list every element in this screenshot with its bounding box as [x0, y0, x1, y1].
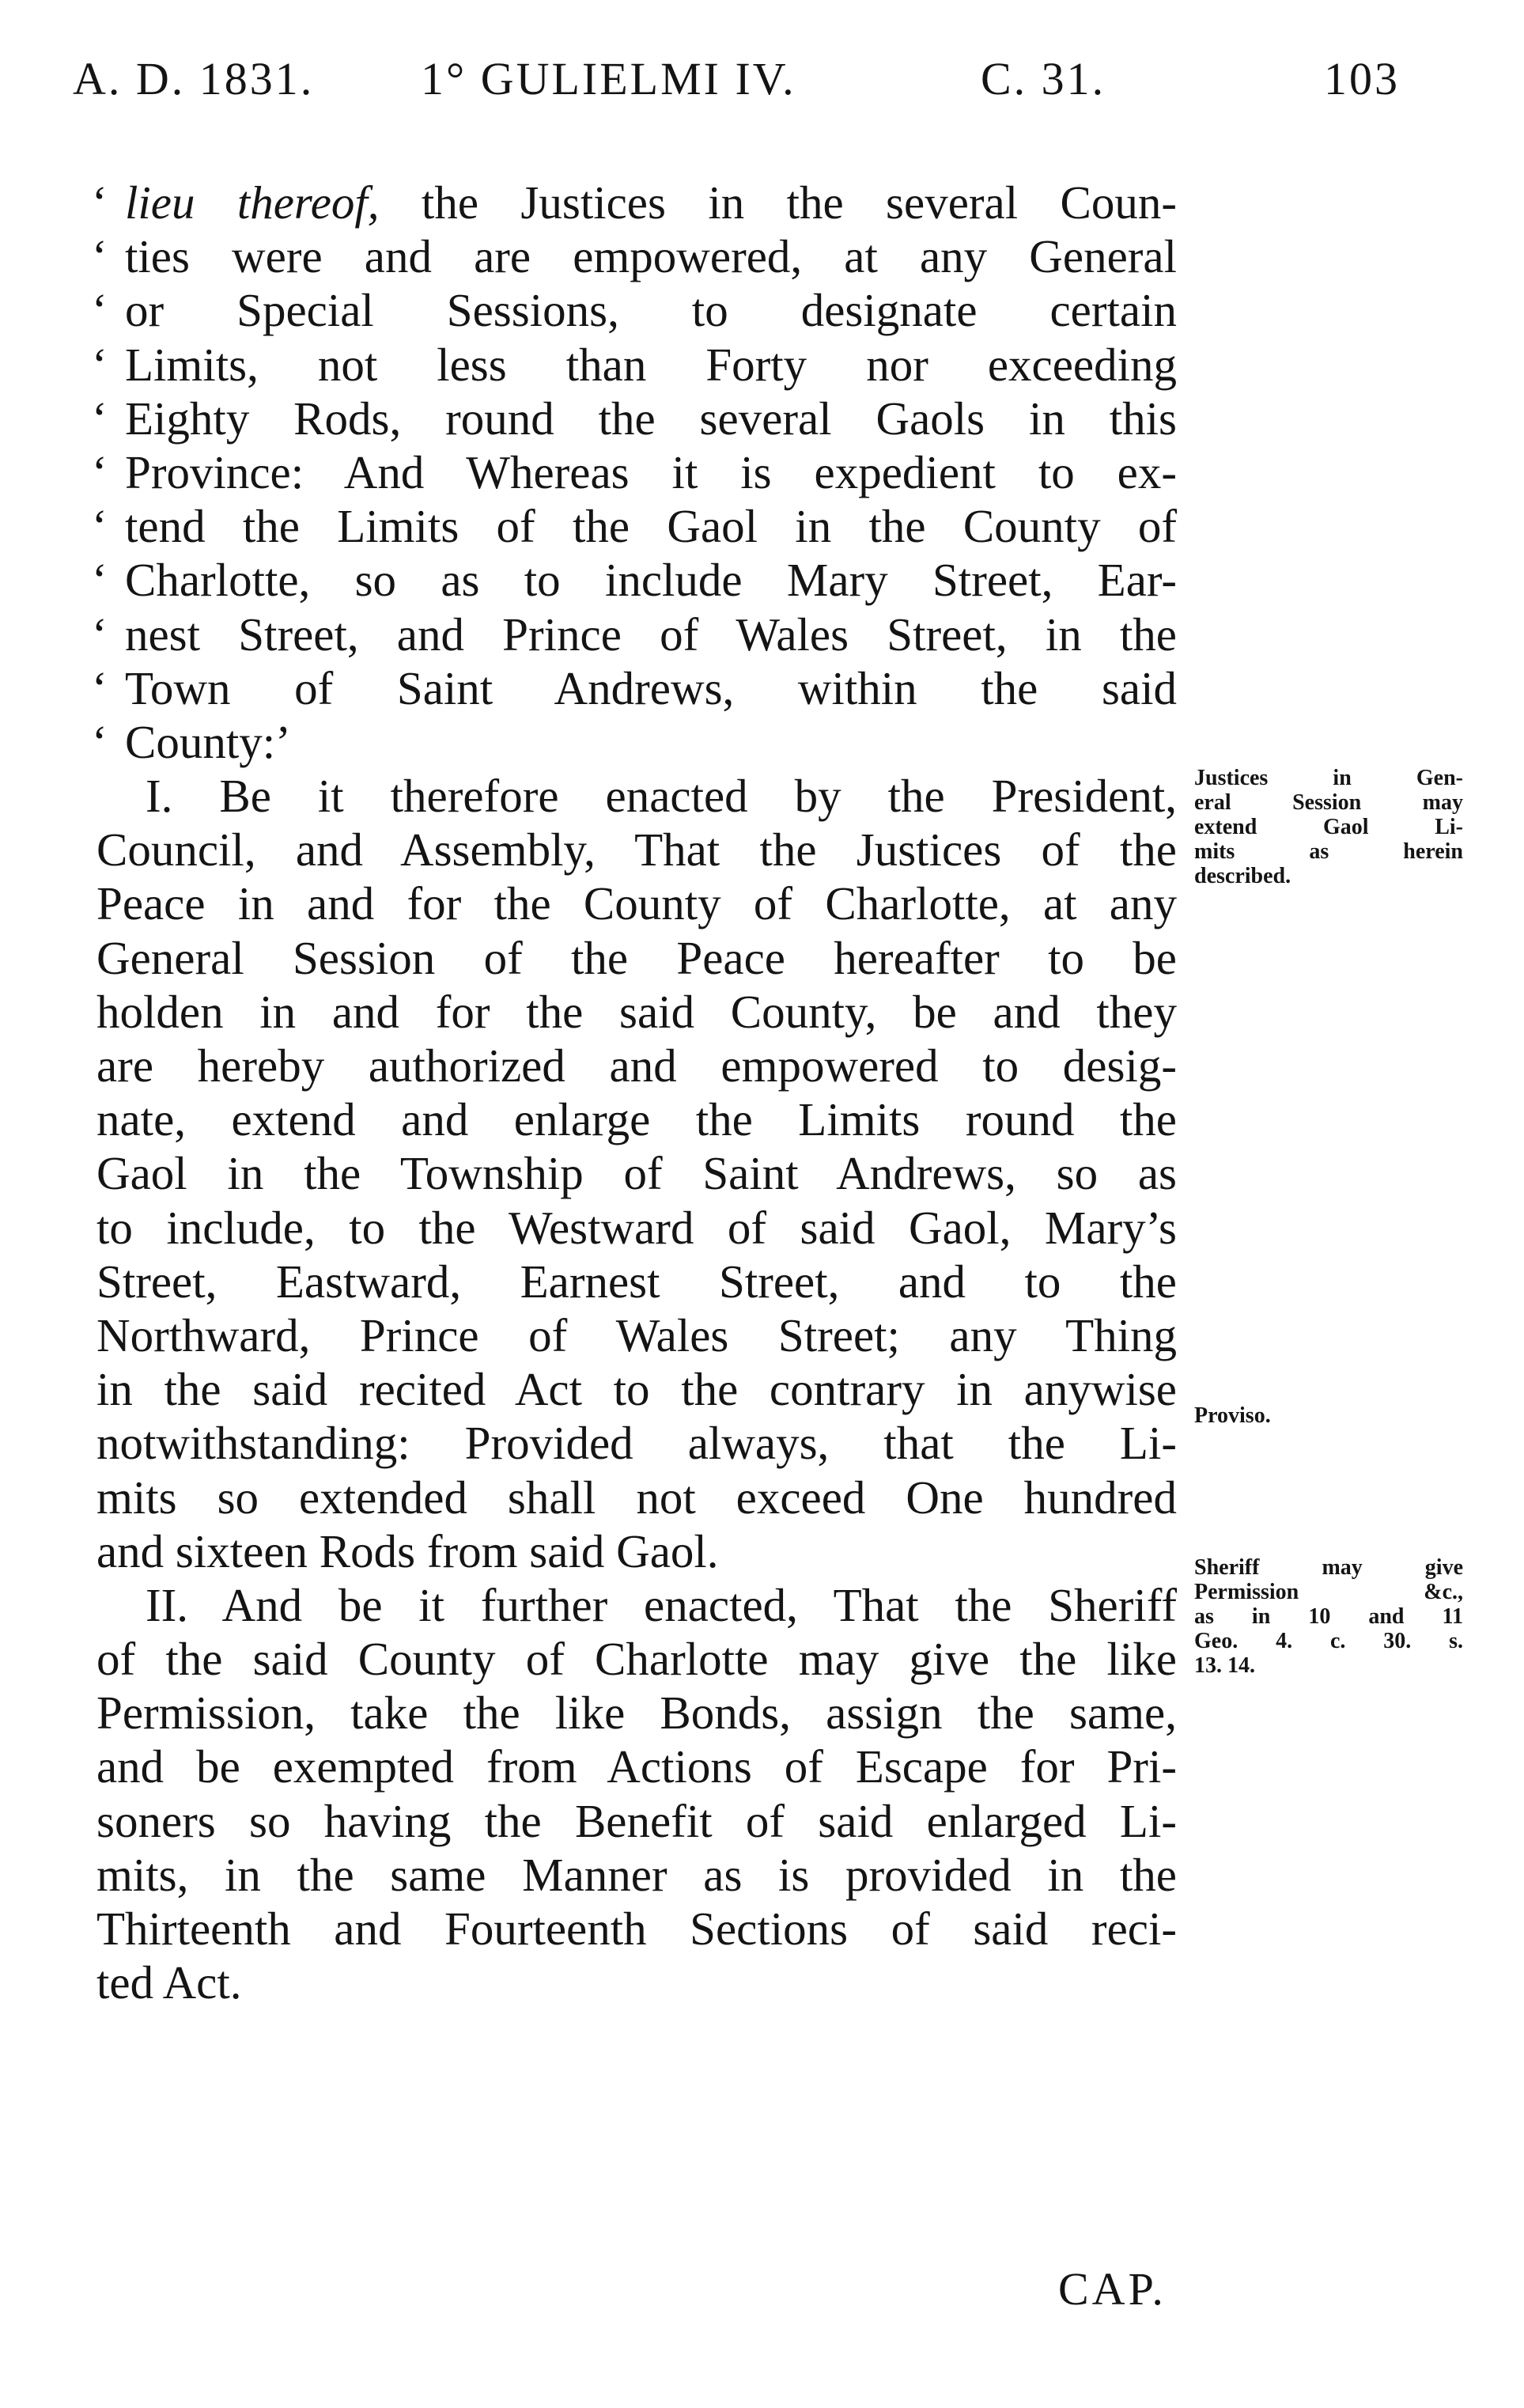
section-2-line: Permission, take the like Bonds, assign the same,	[96, 1687, 1177, 1740]
sidenote-line: as in 10 and 11	[1194, 1604, 1463, 1629]
running-header	[73, 52, 1409, 115]
sidenote-justices	[1194, 766, 1463, 888]
section-2-line: and be exempted from Actions of Escape for Pri-	[96, 1740, 1177, 1793]
recital-line-rest: the Justices in the several Coun-	[379, 176, 1178, 229]
section-1-line: nate, extend and enlarge the Limits round the	[96, 1093, 1177, 1146]
sidenote-sheriff	[1194, 1555, 1463, 1678]
catchword: CAP.	[1058, 2263, 1167, 2315]
sidenote-line: Proviso.	[1194, 1403, 1271, 1428]
recital-line: ‘ Province: And Whereas it is expedient to ex-	[96, 445, 1177, 499]
section-1-line: holden in and for the said County, be and they	[96, 985, 1177, 1038]
sidenote-line: Permission &c.,	[1194, 1580, 1463, 1604]
section-2-line: Thirteenth and Fourteenth Sections of said reci-	[96, 1903, 1177, 1955]
recital-line: ‘ Eighty Rods, round the several Gaols in this	[96, 392, 1177, 445]
section-1-line: Gaol in the Township of Saint Andrews, so as	[96, 1147, 1177, 1200]
section-2-line: of the said County of Charlotte may give the like	[96, 1633, 1177, 1686]
sidenote-line: Geo. 4. c. 30. s.	[1194, 1629, 1463, 1653]
section-1-line: in the said recited Act to the contrary in anywise	[96, 1363, 1177, 1416]
sidenote-line: eral Session may	[1194, 790, 1463, 815]
header-regnal-year: 1° GULIELMI IV.	[421, 53, 796, 104]
section-1-line: and sixteen Rods from said Gaol.	[96, 1524, 719, 1577]
section-1-line: Northward, Prince of Wales Street; any Thing	[96, 1308, 1177, 1361]
section-1-line: are hereby authorized and empowered to desig-	[96, 1039, 1177, 1092]
recital-line: ‘ County:’	[96, 715, 1177, 769]
recital-line: ‘ tend the Limits of the Gaol in the County of	[96, 499, 1177, 553]
recital-line	[96, 176, 1177, 229]
sidenote-proviso	[1194, 1403, 1463, 1428]
recital-line: ‘ ties were and are empowered, at any General	[96, 229, 1177, 283]
sidenote-line: 13. 14.	[1194, 1653, 1255, 1678]
section-1-line: I. Be it therefore enacted by the President,	[146, 770, 1177, 823]
section-1-line: Peace in and for the County of Charlotte, at any	[96, 877, 1177, 930]
preamble-recital	[96, 176, 1177, 769]
page-number: 103	[1324, 53, 1400, 104]
section-2-line: ted Act.	[96, 1956, 242, 2009]
section-1-line: Council, and Assembly, That the Justices of the	[96, 823, 1177, 876]
sidenote-line: mits as herein	[1194, 839, 1463, 864]
recital-line: ‘ Town of Saint Andrews, within the said	[96, 661, 1177, 715]
section-2-line: soners so having the Benefit of said enlarged Li-	[96, 1794, 1177, 1847]
main-text	[96, 176, 1177, 2009]
sidenote-line: extend Gaol Li-	[1194, 815, 1463, 839]
section-1-line: Street, Eastward, Earnest Street, and to the	[96, 1255, 1177, 1308]
sidenote-line: described.	[1194, 864, 1291, 888]
header-chapter: C. 31.	[981, 53, 1106, 104]
section-2	[96, 1578, 1177, 2010]
header-year: A. D. 1831.	[73, 53, 315, 104]
sidenote-line: Justices in Gen-	[1194, 766, 1463, 790]
recital-line: ‘ Charlotte, so as to include Mary Street, Ear-	[96, 553, 1177, 607]
section-2-line: mits, in the same Manner as is provided in the	[96, 1848, 1177, 1901]
section-1	[96, 769, 1177, 1578]
recital-line: ‘ or Special Sessions, to designate certain	[96, 283, 1177, 337]
recital-line: ‘ Limits, not less than Forty nor exceeding	[96, 338, 1177, 392]
section-1-line: General Session of the Peace hereafter to be	[96, 931, 1177, 984]
recital-line: ‘ nest Street, and Prince of Wales Street, in the	[96, 608, 1177, 661]
recital-italic-phrase: lieu thereof,	[125, 176, 380, 229]
sidenote-line: Sheriff may give	[1194, 1555, 1463, 1580]
section-1-line: to include, to the Westward of said Gaol, Mary’s	[96, 1201, 1177, 1254]
section-1-line: mits so extended shall not exceed One hundred	[96, 1471, 1177, 1524]
section-2-line: II. And be it further enacted, That the Sheriff	[146, 1578, 1177, 1631]
section-1-line: notwithstanding: Provided always, that the Li-	[96, 1417, 1177, 1470]
